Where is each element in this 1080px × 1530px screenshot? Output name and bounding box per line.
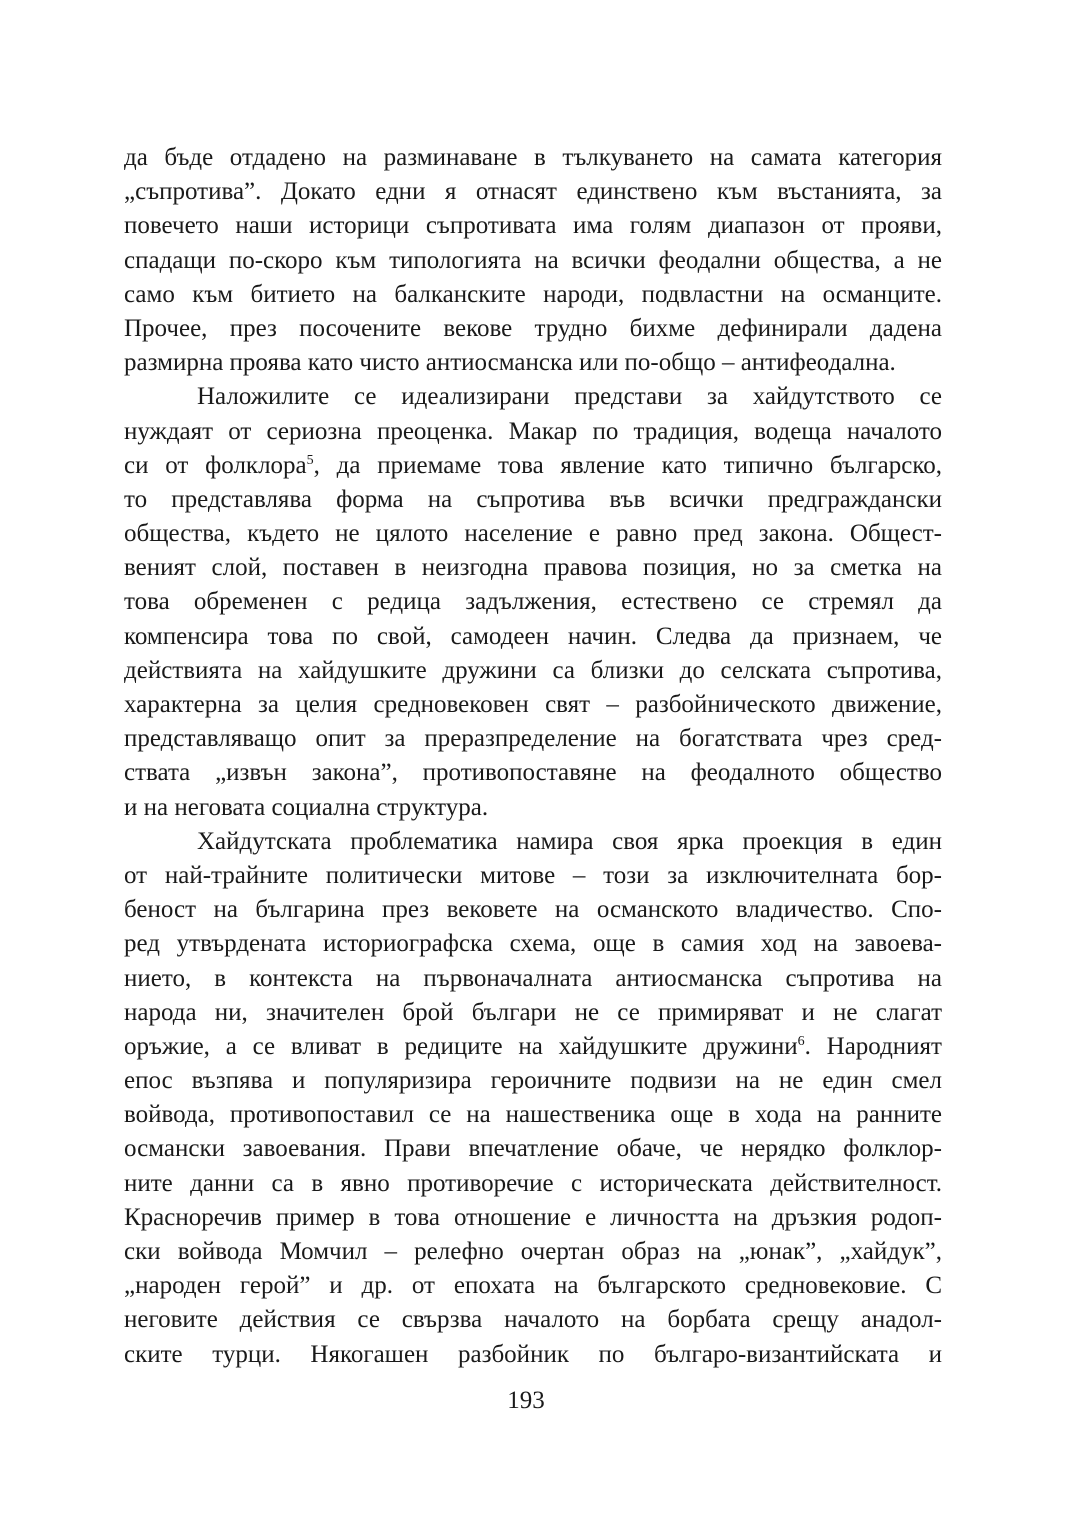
text-line	[124, 688, 942, 722]
text-line	[124, 996, 942, 1030]
line-text: Красноречив пример в това отношение е личността на дръзкия родоп-	[124, 1203, 942, 1231]
text-line	[124, 1338, 942, 1372]
text-line	[124, 449, 942, 483]
paragraph	[124, 380, 942, 824]
line-text-continued: . Народният	[804, 1032, 942, 1060]
line-text: общества, където не цялото население е равно пред закона. Общест-	[124, 520, 942, 548]
text-line	[124, 346, 942, 380]
line-text: Наложилите се идеализирани представи за хайдутството се	[197, 383, 942, 411]
text-line	[124, 483, 942, 517]
text-line	[124, 1167, 942, 1201]
text-line	[124, 620, 942, 654]
footnote-marker[interactable]: 5	[306, 452, 314, 468]
footnote-marker[interactable]: 6	[797, 1033, 805, 1049]
line-text: от най-трайните политически митове – този за изключителната бор-	[124, 861, 942, 889]
text-line	[124, 962, 942, 996]
text-line	[124, 654, 942, 688]
line-text: то представлява форма на съпротива във всички предграждански	[124, 485, 942, 513]
line-text: веният слой, поставен в неизгодна правова позиция, но за сметка на	[124, 554, 942, 582]
line-text: Прочее, през посочените векове трудно бихме дефинирали дадена	[124, 314, 942, 342]
line-text: и на неговата социална структура.	[124, 793, 489, 821]
line-text: характерна за целия средновековен свят – разбойническото движение,	[124, 691, 942, 718]
line-text: ските турци. Някогашен разбойник по българо-византийската и	[124, 1340, 942, 1368]
text-line	[124, 380, 942, 414]
line-text: епос възпява и популяризира героичните подвизи на не един смел	[124, 1067, 942, 1095]
line-text: само към битието на балканските народи, подвластни на османците.	[124, 280, 942, 308]
line-text: си от фолклора	[124, 451, 307, 479]
text-line	[124, 825, 942, 859]
line-text: действията на хайдушките дружини са близки до селската съпротива,	[124, 656, 942, 684]
line-text: войвода, противопоставил се на нашественика още в хода на ранните	[124, 1101, 942, 1129]
line-text: оръжие, а се вливат в редиците на хайдушките дружини	[124, 1032, 798, 1060]
paragraph	[124, 825, 942, 1372]
text-line	[124, 859, 942, 893]
line-text-continued: , да приемаме това явление като типично българско,	[313, 451, 942, 479]
line-text: ните данни са в явно противоречие с историческата действителност.	[124, 1169, 942, 1197]
text-line	[124, 1030, 942, 1064]
text-line	[124, 756, 942, 790]
text-line	[124, 722, 942, 756]
text-line	[124, 278, 942, 312]
text-line	[124, 517, 942, 551]
line-text: нието, в контекста на първоначалната антиосманска съпротива на	[124, 964, 942, 992]
line-text: народа ни, значителен брой българи не се примиряват и не слагат	[124, 998, 942, 1026]
text-line	[124, 1303, 942, 1337]
page-body	[124, 141, 942, 1372]
page-number: 193	[507, 1387, 545, 1414]
text-line	[124, 1098, 942, 1132]
line-text: османски завоевания. Прави впечатление обаче, че нерядко фолклор-	[124, 1135, 942, 1163]
line-text: ред утвърдената историографска схема, още в самия ход на завоева-	[124, 930, 942, 958]
text-line	[124, 791, 942, 825]
text-line	[124, 415, 942, 449]
line-text: това обременен с редица задължения, естествено се стремял да	[124, 588, 942, 616]
text-line	[124, 312, 942, 346]
text-line	[124, 141, 942, 175]
text-line	[124, 175, 942, 209]
line-text: да бъде отдадено на разминаване в тълкуването на самата категория	[124, 144, 942, 171]
text-line	[124, 244, 942, 278]
line-text: компенсира това по свой, самодеен начин. Следва да признаем, че	[124, 622, 942, 650]
text-line	[124, 1201, 942, 1235]
line-text: ствата „извън закона”, противопоставяне на феодалното общество	[124, 759, 942, 787]
line-text: „съпротива”. Докато едни я отнасят единствено към въстанията, за	[124, 178, 942, 206]
text-line	[124, 551, 942, 585]
paragraph	[124, 141, 942, 380]
line-text: представляващо опит за преразпределение на богатствата чрез сред-	[124, 725, 942, 753]
line-text: неговите действия се свързва началото на борбата срещу анадол-	[124, 1306, 942, 1334]
text-line	[124, 927, 942, 961]
line-text: размирна проява като чисто антиосманска или по-общо – антифеодална.	[124, 349, 896, 377]
text-line	[124, 585, 942, 619]
line-text: Хайдутската проблематика намира своя ярка проекция в един	[197, 827, 942, 855]
text-line	[124, 893, 942, 927]
line-text: нуждаят от сериозна преоценка. Макар по традиция, водеща началото	[124, 417, 942, 445]
line-text: беност на българина през вековете на османското владичество. Спо-	[124, 896, 942, 924]
text-line	[124, 209, 942, 243]
text-line	[124, 1132, 942, 1166]
text-line	[124, 1064, 942, 1098]
line-text: „народен герой” и др. от епохата на българското средновековие. С	[124, 1272, 942, 1300]
line-text: повечето наши историци съпротивата има голям диапазон от прояви,	[124, 212, 942, 240]
text-line	[124, 1235, 942, 1269]
line-text: спадащи по-скоро към типологията на всички феодални общества, а не	[124, 246, 942, 274]
text-line	[124, 1269, 942, 1303]
line-text: ски войвода Момчил – релефно очертан образ на „юнак”, „хайдук”,	[124, 1238, 942, 1265]
